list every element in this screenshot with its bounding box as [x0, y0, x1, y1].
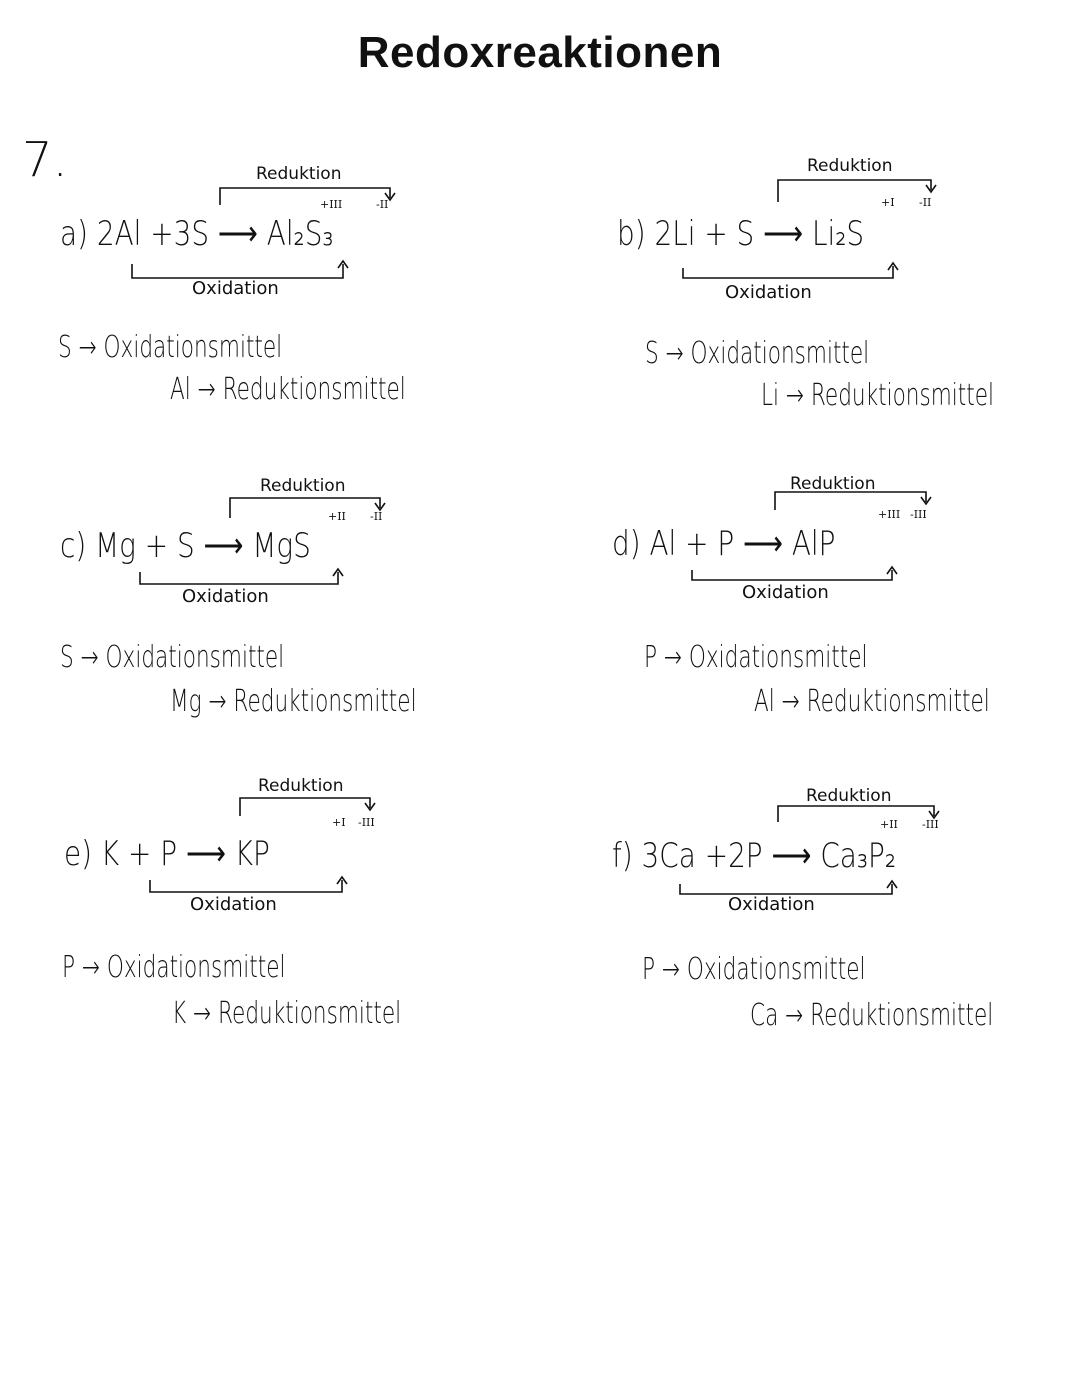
oxidant-line: S → Oxidationsmittel: [58, 330, 283, 365]
equation: [612, 524, 836, 564]
bracket-lines-d: [612, 470, 1080, 770]
equation-label: b): [617, 214, 646, 254]
oxidation-number-anion: -III: [358, 816, 375, 829]
equation: [64, 834, 270, 874]
oxidation-label: Oxidation: [182, 586, 269, 607]
equation: [60, 214, 334, 254]
oxidation-number-anion: -II: [376, 198, 389, 211]
reduction-label: Reduktion: [256, 164, 342, 184]
reduction-label: Reduktion: [260, 476, 346, 496]
reduction-label: Reduktion: [790, 474, 876, 494]
reduction-label: Reduktion: [258, 776, 344, 796]
oxidation-number-cation: +III: [878, 508, 901, 521]
reductant-line: Li → Reduktionsmittel: [761, 378, 995, 413]
reaction-a: [58, 160, 528, 460]
equation-label: e): [64, 834, 93, 874]
equation: [60, 526, 311, 566]
oxidant-line: P → Oxidationsmittel: [642, 952, 866, 987]
reductant-line: Ca → Reduktionsmittel: [750, 998, 994, 1033]
oxidation-label: Oxidation: [725, 282, 812, 303]
equation-formula: 2Li + S ⟶ Li₂S: [654, 214, 865, 254]
oxidation-number-anion: -III: [910, 508, 927, 521]
equation-label: a): [60, 214, 88, 254]
bracket-lines-c: [58, 472, 528, 772]
oxidation-number-cation: +II: [880, 818, 898, 831]
oxidation-label: Oxidation: [742, 582, 829, 603]
oxidation-label: Oxidation: [190, 894, 277, 915]
reaction-f: [612, 782, 1080, 1082]
equation-label: c): [60, 526, 87, 566]
task-number: 7.: [22, 132, 68, 188]
oxidant-line: P → Oxidationsmittel: [62, 950, 286, 985]
oxidant-line: S → Oxidationsmittel: [60, 640, 285, 675]
equation-formula: Al + P ⟶ AlP: [649, 524, 836, 564]
reduction-label: Reduktion: [807, 156, 893, 176]
oxidation-number-anion: -III: [922, 818, 939, 831]
reductant-line: Mg → Reduktionsmittel: [170, 684, 417, 719]
oxidant-line: P → Oxidationsmittel: [644, 640, 868, 675]
equation: [617, 214, 864, 254]
oxidation-label: Oxidation: [192, 278, 279, 299]
equation-formula: 2Al +3S ⟶ Al₂S₃: [96, 214, 334, 254]
oxidation-label: Oxidation: [728, 894, 815, 915]
equation-formula: 3Ca +2P ⟶ Ca₃P₂: [641, 836, 897, 876]
equation: [612, 836, 896, 876]
bracket-lines-a: [58, 160, 528, 460]
reductant-line: Al → Reduktionsmittel: [754, 684, 990, 719]
reductant-line: Al → Reduktionsmittel: [170, 372, 406, 407]
reaction-b: [615, 150, 1080, 450]
oxidation-number-cation: +I: [332, 816, 346, 829]
oxidation-number-anion: -II: [919, 196, 932, 209]
oxidant-line: S → Oxidationsmittel: [645, 336, 870, 371]
oxidation-number-anion: -II: [370, 510, 383, 523]
oxidation-number-cation: +II: [328, 510, 346, 523]
reaction-d: [612, 470, 1080, 770]
bracket-lines-f: [612, 782, 1080, 1082]
oxidation-number-cation: +III: [320, 198, 343, 211]
page-title: Redoxreaktionen: [357, 28, 723, 77]
oxidation-number-cation: +I: [881, 196, 895, 209]
equation-label: f): [612, 836, 633, 876]
equation-formula: Mg + S ⟶ MgS: [95, 526, 311, 566]
reaction-c: [58, 472, 528, 772]
reduction-label: Reduktion: [806, 786, 892, 806]
reductant-line: K → Reduktionsmittel: [172, 996, 402, 1031]
equation-label: d): [612, 524, 641, 564]
equation-formula: K + P ⟶ KP: [100, 834, 270, 874]
reaction-e: [62, 774, 532, 1074]
